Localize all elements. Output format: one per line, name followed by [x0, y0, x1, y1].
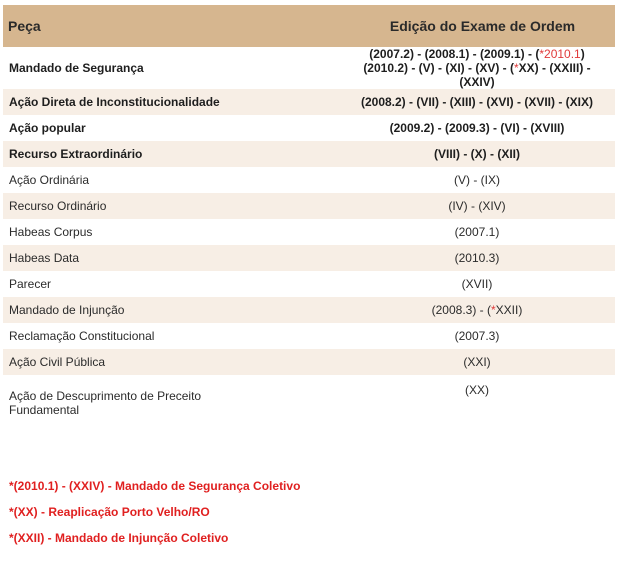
table-row — [3, 47, 615, 89]
peca-cell: Ação popular — [9, 121, 86, 135]
edicao-cell: (2010.3) — [265, 245, 615, 271]
edicao-cell: (2008.2) - (VII) - (XIII) - (XVI) - (XVII) - (XIX) — [265, 89, 615, 115]
edicao-text: ) — [580, 47, 585, 61]
table-row — [3, 297, 615, 323]
exam-table — [3, 5, 615, 423]
peca-cell: Ação de Descuprimento de Preceito Fundamental — [9, 389, 202, 417]
footnotes — [9, 477, 300, 555]
edicao-text: (2008.3) - ( — [431, 303, 491, 317]
edicao-cell: (2007.1) — [454, 225, 500, 239]
table-row — [3, 141, 615, 167]
table-row — [3, 167, 615, 193]
peca-cell: Parecer — [9, 277, 52, 291]
asterisk-mark: * — [514, 61, 519, 75]
table-row — [3, 323, 615, 349]
edicao-cell: (XX) — [465, 383, 489, 397]
footnote-reaplicacao: *(XX) - Reaplicação Porto Velho/RO — [9, 505, 210, 519]
peca-cell: Mandado de Segurança — [9, 61, 144, 75]
edicao-text: (2010.2) - (V) - (XI) - (XV) - ( — [363, 61, 514, 75]
table-row — [3, 375, 615, 423]
footnote-mandado-injuncao-coletivo: *(XXII) - Mandado de Injunção Coletivo — [9, 531, 229, 545]
table-row — [3, 219, 615, 245]
table-row — [3, 349, 615, 375]
peca-cell: Recurso Extraordinário — [3, 141, 265, 167]
asterisk-mark: *2010.1 — [539, 47, 581, 61]
peca-cell: Reclamação Constitucional — [9, 329, 155, 343]
peca-cell: Habeas Data — [3, 245, 265, 271]
table-row — [3, 245, 615, 271]
peca-cell: Ação Civil Pública — [3, 349, 265, 375]
edicao-cell: (XVII) — [461, 277, 493, 291]
table-row — [3, 193, 615, 219]
edicao-cell: (2007.3) — [454, 329, 500, 343]
table-row — [3, 89, 615, 115]
edicao-text: (2007.2) - (2008.1) - (2009.1) - ( — [369, 47, 540, 61]
edicao-cell: (2009.2) - (2009.3) - (VI) - (XVIII) — [389, 121, 565, 135]
edicao-cell: (VIII) - (X) - (XII) — [265, 141, 615, 167]
header-peca: Peça — [3, 5, 265, 47]
peca-cell: Recurso Ordinário — [3, 193, 265, 219]
header-edicao: Edição do Exame de Ordem — [265, 5, 615, 47]
edicao-cell — [265, 47, 615, 89]
asterisk-mark: * — [491, 303, 496, 317]
footnote-mandado-seguranca-coletivo: *(2010.1) - (XXIV) - Mandado de Segurança Coletivo — [9, 479, 301, 493]
peca-cell: Ação Direta de Inconstitucionalidade — [3, 89, 265, 115]
edicao-cell — [265, 297, 615, 323]
edicao-cell: (XXI) — [265, 349, 615, 375]
edicao-cell: (V) - (IX) — [454, 173, 500, 187]
edicao-cell: (IV) - (XIV) — [265, 193, 615, 219]
edicao-text: XXII) — [495, 303, 523, 317]
table-header — [3, 5, 615, 47]
peca-cell: Mandado de Injunção — [3, 297, 265, 323]
peca-cell: Habeas Corpus — [9, 225, 93, 239]
edicao-text: XX) - (XXIII) - (XXIV) — [459, 61, 591, 89]
peca-cell: Ação Ordinária — [9, 173, 90, 187]
table-row — [3, 115, 615, 141]
table-row — [3, 271, 615, 297]
